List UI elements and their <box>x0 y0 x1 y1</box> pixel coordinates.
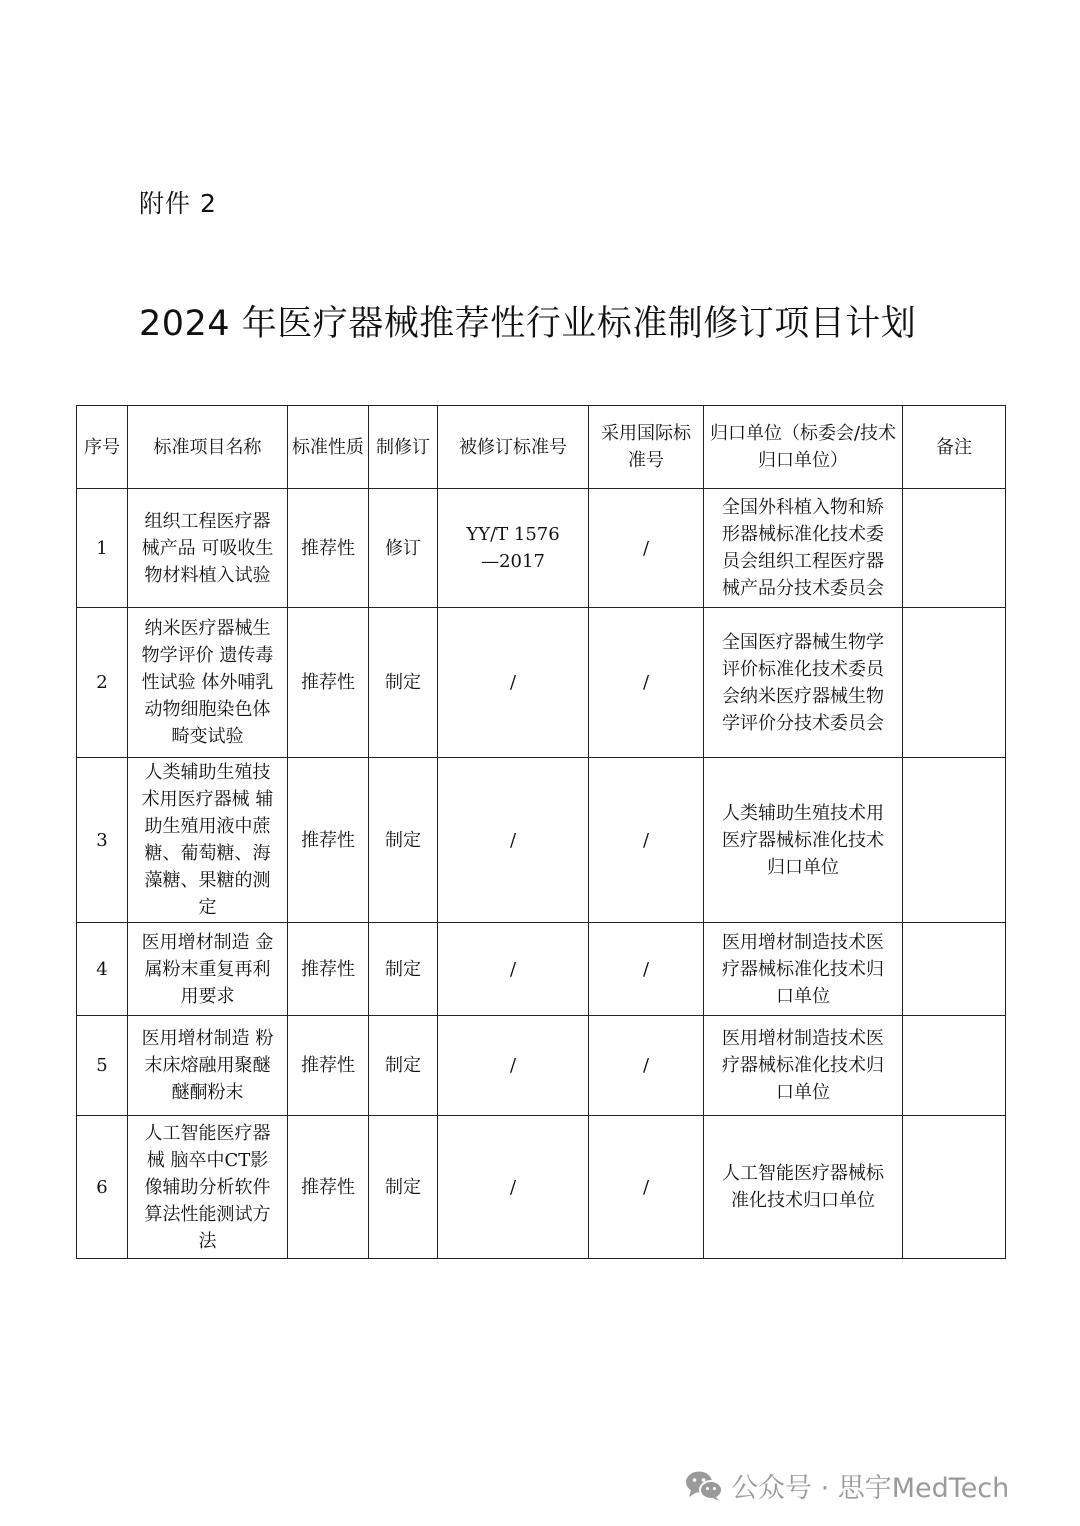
cell-note <box>903 1116 1006 1259</box>
cell-intl: / <box>589 758 704 923</box>
cell-org: 医用增材制造技术医疗器械标准化技术归口单位 <box>704 923 903 1016</box>
table-row <box>77 489 1006 608</box>
cell-intl: / <box>589 923 704 1016</box>
cell-nature: 推荐性 <box>288 608 369 758</box>
cell-type: 制定 <box>369 608 438 758</box>
watermark-text: 公众号 · 思宇MedTech <box>731 1473 1010 1504</box>
wechat-icon <box>685 1470 723 1502</box>
header-nature: 标准性质 <box>288 406 369 489</box>
cell-intl: / <box>589 1116 704 1259</box>
cell-no: 3 <box>77 758 128 923</box>
cell-note <box>903 489 1006 608</box>
table-header-row <box>77 406 1006 489</box>
header-type: 制修订 <box>369 406 438 489</box>
header-name: 标准项目名称 <box>128 406 288 489</box>
watermark <box>685 1466 1009 1505</box>
cell-note <box>903 608 1006 758</box>
cell-name: 纳米医疗器械生物学评价 遗传毒性试验 体外哺乳动物细胞染色体畸变试验 <box>128 608 288 758</box>
table-row <box>77 1116 1006 1259</box>
cell-name: 组织工程医疗器械产品 可吸收生物材料植入试验 <box>128 489 288 608</box>
cell-org: 医用增材制造技术医疗器械标准化技术归口单位 <box>704 1016 903 1116</box>
cell-revised: / <box>438 923 589 1016</box>
cell-nature: 推荐性 <box>288 923 369 1016</box>
cell-type: 制定 <box>369 758 438 923</box>
cell-name: 医用增材制造 金属粉末重复再利用要求 <box>128 923 288 1016</box>
cell-nature: 推荐性 <box>288 1116 369 1259</box>
header-no: 序号 <box>77 406 128 489</box>
cell-no: 5 <box>77 1016 128 1116</box>
cell-revised: YY/T 1576—2017 <box>438 489 589 608</box>
cell-intl: / <box>589 1016 704 1116</box>
cell-name: 人类辅助生殖技术用医疗器械 辅助生殖用液中蔗糖、葡萄糖、海藻糖、果糖的测定 <box>128 758 288 923</box>
cell-type: 制定 <box>369 923 438 1016</box>
cell-type: 制定 <box>369 1116 438 1259</box>
cell-no: 4 <box>77 923 128 1016</box>
cell-note <box>903 758 1006 923</box>
cell-revised: / <box>438 1016 589 1116</box>
cell-no: 1 <box>77 489 128 608</box>
table-row <box>77 758 1006 923</box>
cell-intl: / <box>589 489 704 608</box>
cell-type: 制定 <box>369 1016 438 1116</box>
attachment-label: 附件 2 <box>139 189 217 218</box>
cell-type: 修订 <box>369 489 438 608</box>
header-org: 归口单位（标委会/技术归口单位） <box>704 406 903 489</box>
cell-org: 全国外科植入物和矫形器械标准化技术委员会组织工程医疗器械产品分技术委员会 <box>704 489 903 608</box>
cell-revised: / <box>438 608 589 758</box>
table-row <box>77 608 1006 758</box>
cell-org: 人类辅助生殖技术用医疗器械标准化技术归口单位 <box>704 758 903 923</box>
cell-nature: 推荐性 <box>288 758 369 923</box>
cell-org: 人工智能医疗器械标准化技术归口单位 <box>704 1116 903 1259</box>
header-note: 备注 <box>903 406 1006 489</box>
cell-revised: / <box>438 758 589 923</box>
cell-org: 全国医疗器械生物学评价标准化技术委员会纳米医疗器械生物学评价分技术委员会 <box>704 608 903 758</box>
header-revised: 被修订标准号 <box>438 406 589 489</box>
cell-intl: / <box>589 608 704 758</box>
standards-plan-table <box>76 405 1006 1259</box>
cell-no: 2 <box>77 608 128 758</box>
header-intl: 采用国际标准号 <box>589 406 704 489</box>
cell-no: 6 <box>77 1116 128 1259</box>
table-row <box>77 1016 1006 1116</box>
cell-nature: 推荐性 <box>288 1016 369 1116</box>
cell-note <box>903 923 1006 1016</box>
cell-name: 医用增材制造 粉末床熔融用聚醚醚酮粉末 <box>128 1016 288 1116</box>
cell-note <box>903 1016 1006 1116</box>
cell-nature: 推荐性 <box>288 489 369 608</box>
cell-revised: / <box>438 1116 589 1259</box>
table-row <box>77 923 1006 1016</box>
cell-name: 人工智能医疗器械 脑卒中CT影像辅助分析软件算法性能测试方法 <box>128 1116 288 1259</box>
document-title: 2024 年医疗器械推荐性行业标准制修订项目计划 <box>139 304 917 344</box>
